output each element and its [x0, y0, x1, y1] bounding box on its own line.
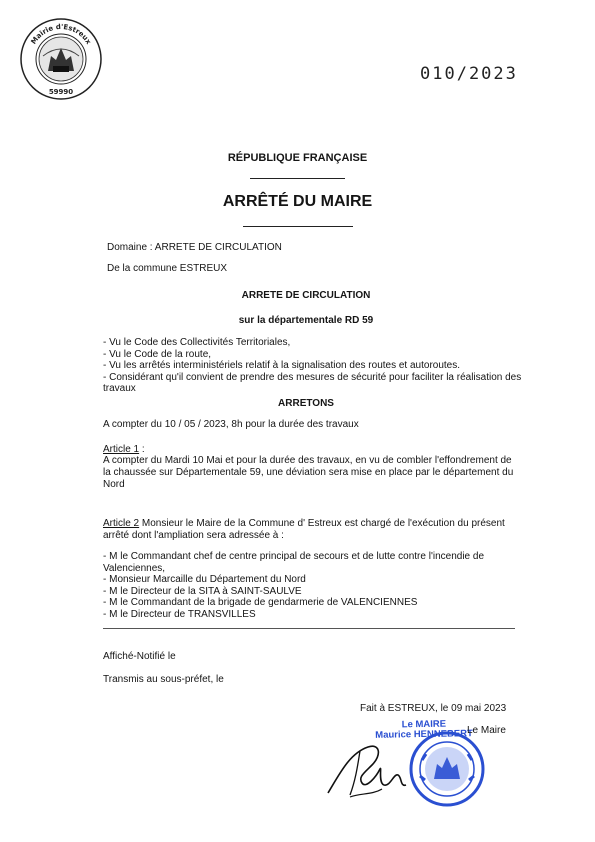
article-1-title: Article 1 — [103, 444, 140, 455]
seal-top-text: Mairie d'Estreux — [29, 22, 93, 46]
domain-line: Domaine : ARRETE DE CIRCULATION — [107, 242, 282, 253]
maire-stamp-line2: Maurice HENNEBERT — [375, 728, 473, 741]
maire-stamp-line1: Le MAIRE — [401, 718, 447, 731]
signature — [320, 733, 420, 808]
visa-item: - Vu les arrêtés interministériels relatif à la signalisation des routes et autoroutes. — [103, 360, 461, 371]
divider-title — [243, 226, 353, 227]
le-maire-label: Le Maire — [467, 725, 506, 736]
article-2 — [103, 518, 518, 542]
article-1-colon: : — [139, 444, 145, 455]
arretons-heading: ARRETONS — [278, 398, 334, 409]
recipient-item: - M le Directeur de la SITA à SAINT-SAULVE — [103, 585, 302, 597]
mairie-seal — [18, 16, 104, 102]
visa-item: - Vu le Code des Collectivités Territoriales, — [103, 337, 291, 348]
recipient-item: - Monsieur Marcaille du Département du Nord — [103, 574, 306, 585]
fait-line: Fait à ESTREUX, le 09 mai 2023 — [360, 703, 507, 714]
svg-text:Mairie d'Estreux — [30, 23, 93, 46]
signature-icon — [320, 733, 420, 808]
recipients-list — [103, 551, 523, 620]
commune-line: De la commune ESTREUX — [107, 263, 228, 274]
transmis-line: Transmis au sous-préfet, le — [103, 674, 224, 685]
arrete-heading: ARRETE DE CIRCULATION — [241, 290, 371, 301]
visa-item: - Considérant qu'il convient de prendre des mesures de sécurité pour faciliter la réalisation des travaux — [103, 371, 522, 394]
visa-item: - Vu le Code de la route, — [103, 348, 212, 360]
article-1-text: A compter du Mardi 10 Mai et pour la durée des travaux, en vu de combler l'effondrement de la chaussée sur Départementale 59, une déviation sera mise en place par le département du Nord — [103, 455, 514, 490]
divider-top — [250, 178, 345, 179]
page-title: ARRÊTÉ DU MAIRE — [222, 193, 373, 210]
republic-heading: RÉPUBLIQUE FRANÇAISE — [227, 152, 368, 164]
seal-code: 59990 — [48, 88, 74, 96]
road-heading: sur la départementale RD 59 — [238, 315, 374, 326]
date-line: A compter du 10 / 05 / 2023, 8h pour la durée des travaux — [103, 419, 359, 430]
divider-bottom — [103, 628, 515, 629]
recipient-item: - M le Commandant de la brigade de gendarmerie de VALENCIENNES — [103, 597, 418, 608]
recipient-item: - M le Commandant chef de centre principal de secours et de lutte contre l'incendie de Valenciennes, — [103, 551, 485, 574]
article-2-title: Article 2 — [103, 518, 140, 529]
recipient-item: - M le Directeur de TRANSVILLES — [103, 608, 256, 620]
visas-list — [103, 337, 523, 395]
document-number: 010/2023 — [420, 64, 518, 84]
affiche-line: Affiché-Notifié le — [103, 651, 176, 662]
article-2-text: Monsieur le Maire de la Commune d' Estreux est chargé de l'exécution du présent arrêté dont l'ampliation sera adressée à : — [103, 518, 505, 541]
